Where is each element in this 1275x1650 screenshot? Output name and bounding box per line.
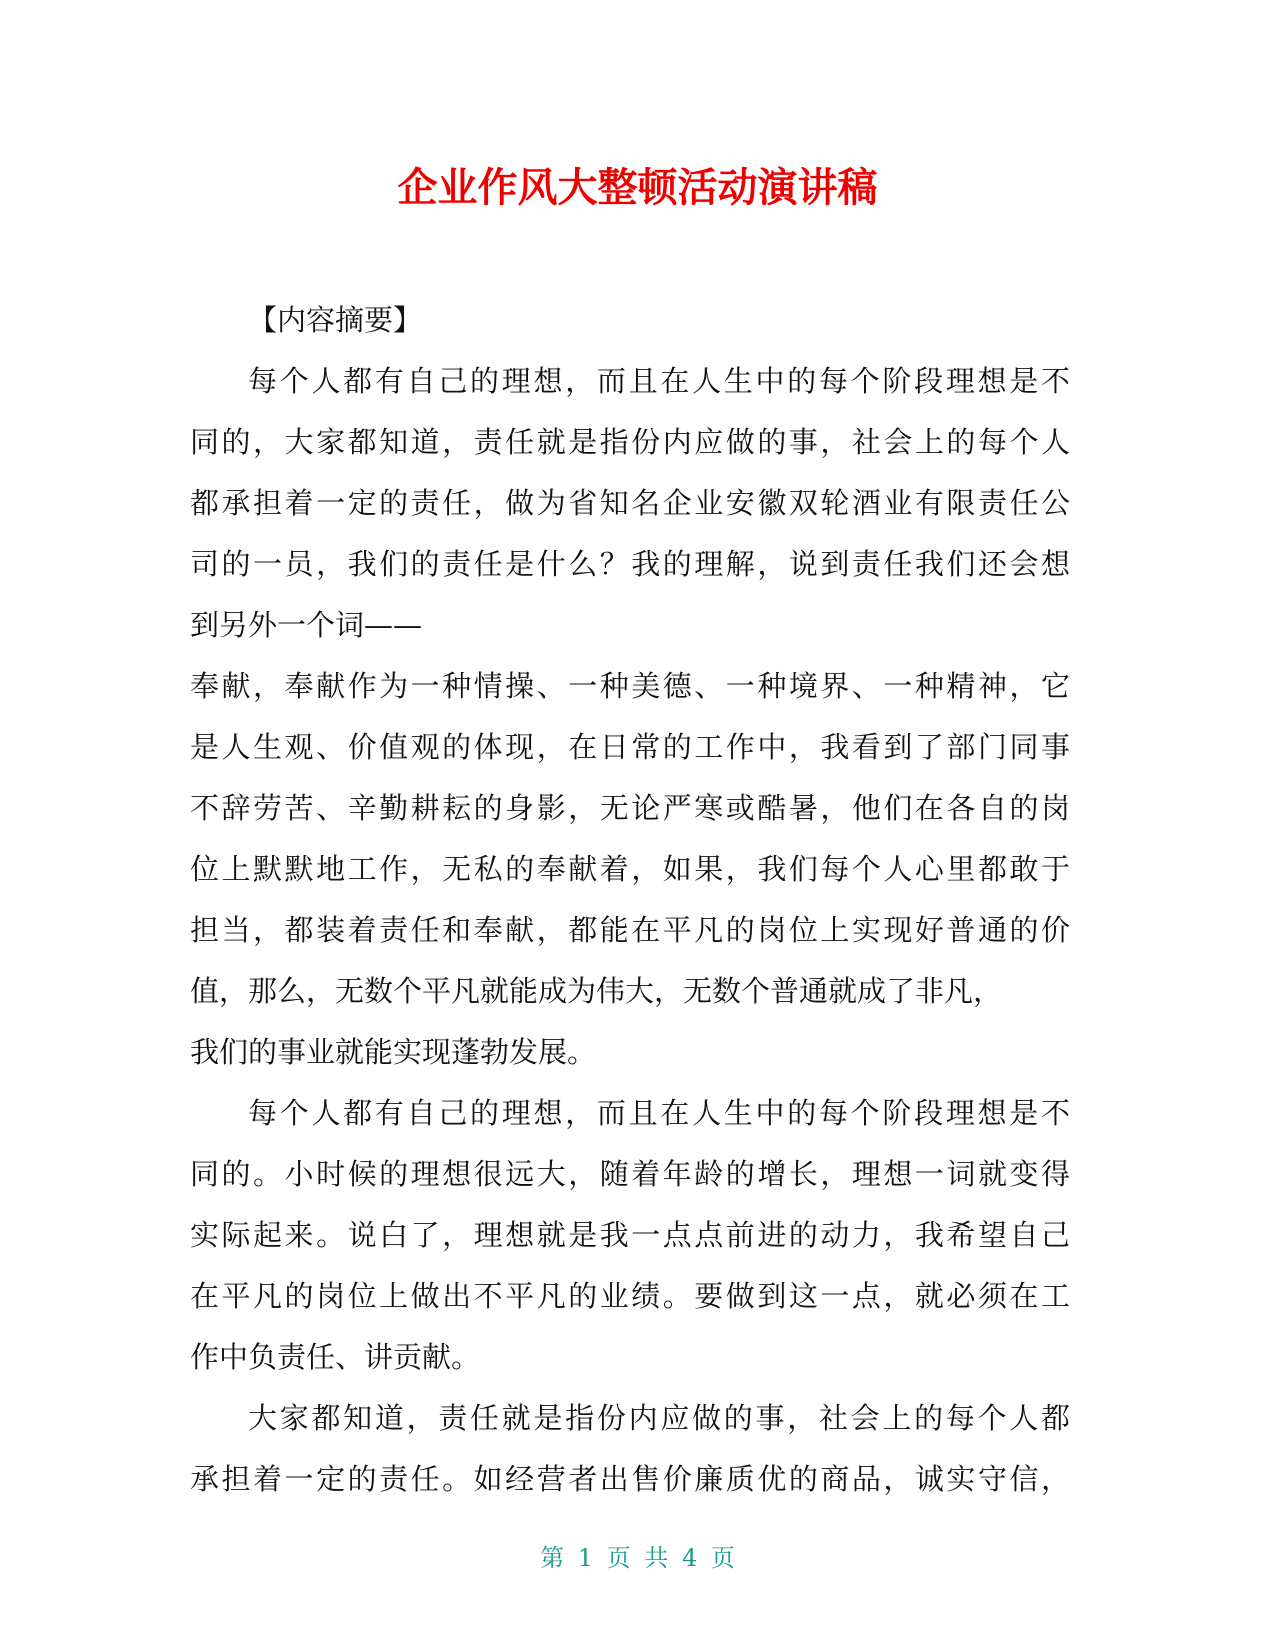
paragraph-line: 作中负责任、讲贡献。	[190, 1340, 481, 1374]
paragraph-line: 位上默默地工作，无私的奉献着，如果，我们每个人心里都敢于	[190, 852, 1070, 886]
paragraph-line: 司的一员，我们的责任是什么？我的理解，说到责任我们还会想	[190, 547, 1070, 581]
paragraph-line: 不辞劳苦、辛勤耕耘的身影，无论严寒或酷暑，他们在各自的岗	[190, 791, 1070, 825]
paragraph-line: 每个人都有自己的理想，而且在人生中的每个阶段理想是不	[248, 364, 1070, 398]
paragraph-line: 每个人都有自己的理想，而且在人生中的每个阶段理想是不	[248, 1096, 1070, 1130]
paragraph-line: 承担着一定的责任。如经营者出售价廉质优的商品，诚实守信，	[190, 1462, 1070, 1496]
document-body	[190, 290, 1070, 1510]
paragraph-line: 实际起来。说白了，理想就是我一点点前进的动力，我希望自己	[190, 1218, 1070, 1252]
paragraph-line: 同的。小时候的理想很远大，随着年龄的增长，理想一词就变得	[190, 1157, 1070, 1191]
page-footer: 第 1 页 共 4 页	[540, 1544, 735, 1572]
paragraph-line: 大家都知道，责任就是指份内应做的事，社会上的每个人都	[248, 1401, 1070, 1435]
paragraph-line: 在平凡的岗位上做出不平凡的业绩。要做到这一点，就必须在工	[190, 1279, 1070, 1313]
paragraph-line: 同的，大家都知道，责任就是指份内应做的事，社会上的每个人	[190, 425, 1070, 459]
paragraph-line: 奉献，奉献作为一种情操、一种美德、一种境界、一种精神，它	[190, 669, 1070, 703]
paragraph-line: 我们的事业就能实现蓬勃发展。	[190, 1035, 597, 1069]
document-title: 企业作风大整顿活动演讲稿	[397, 165, 878, 211]
paragraph-line: 都承担着一定的责任，做为省知名企业安徽双轮酒业有限责任公	[190, 486, 1070, 520]
summary-label: 【内容摘要】	[248, 303, 423, 337]
paragraph-line: 值，那么，无数个平凡就能成为伟大，无数个普通就成了非凡，	[190, 974, 1003, 1008]
paragraph-line: 担当，都装着责任和奉献，都能在平凡的岗位上实现好普通的价	[190, 913, 1070, 947]
paragraph-line: 是人生观、价值观的体现，在日常的工作中，我看到了部门同事	[190, 730, 1070, 764]
paragraph-line: 到另外一个词——	[190, 608, 423, 642]
